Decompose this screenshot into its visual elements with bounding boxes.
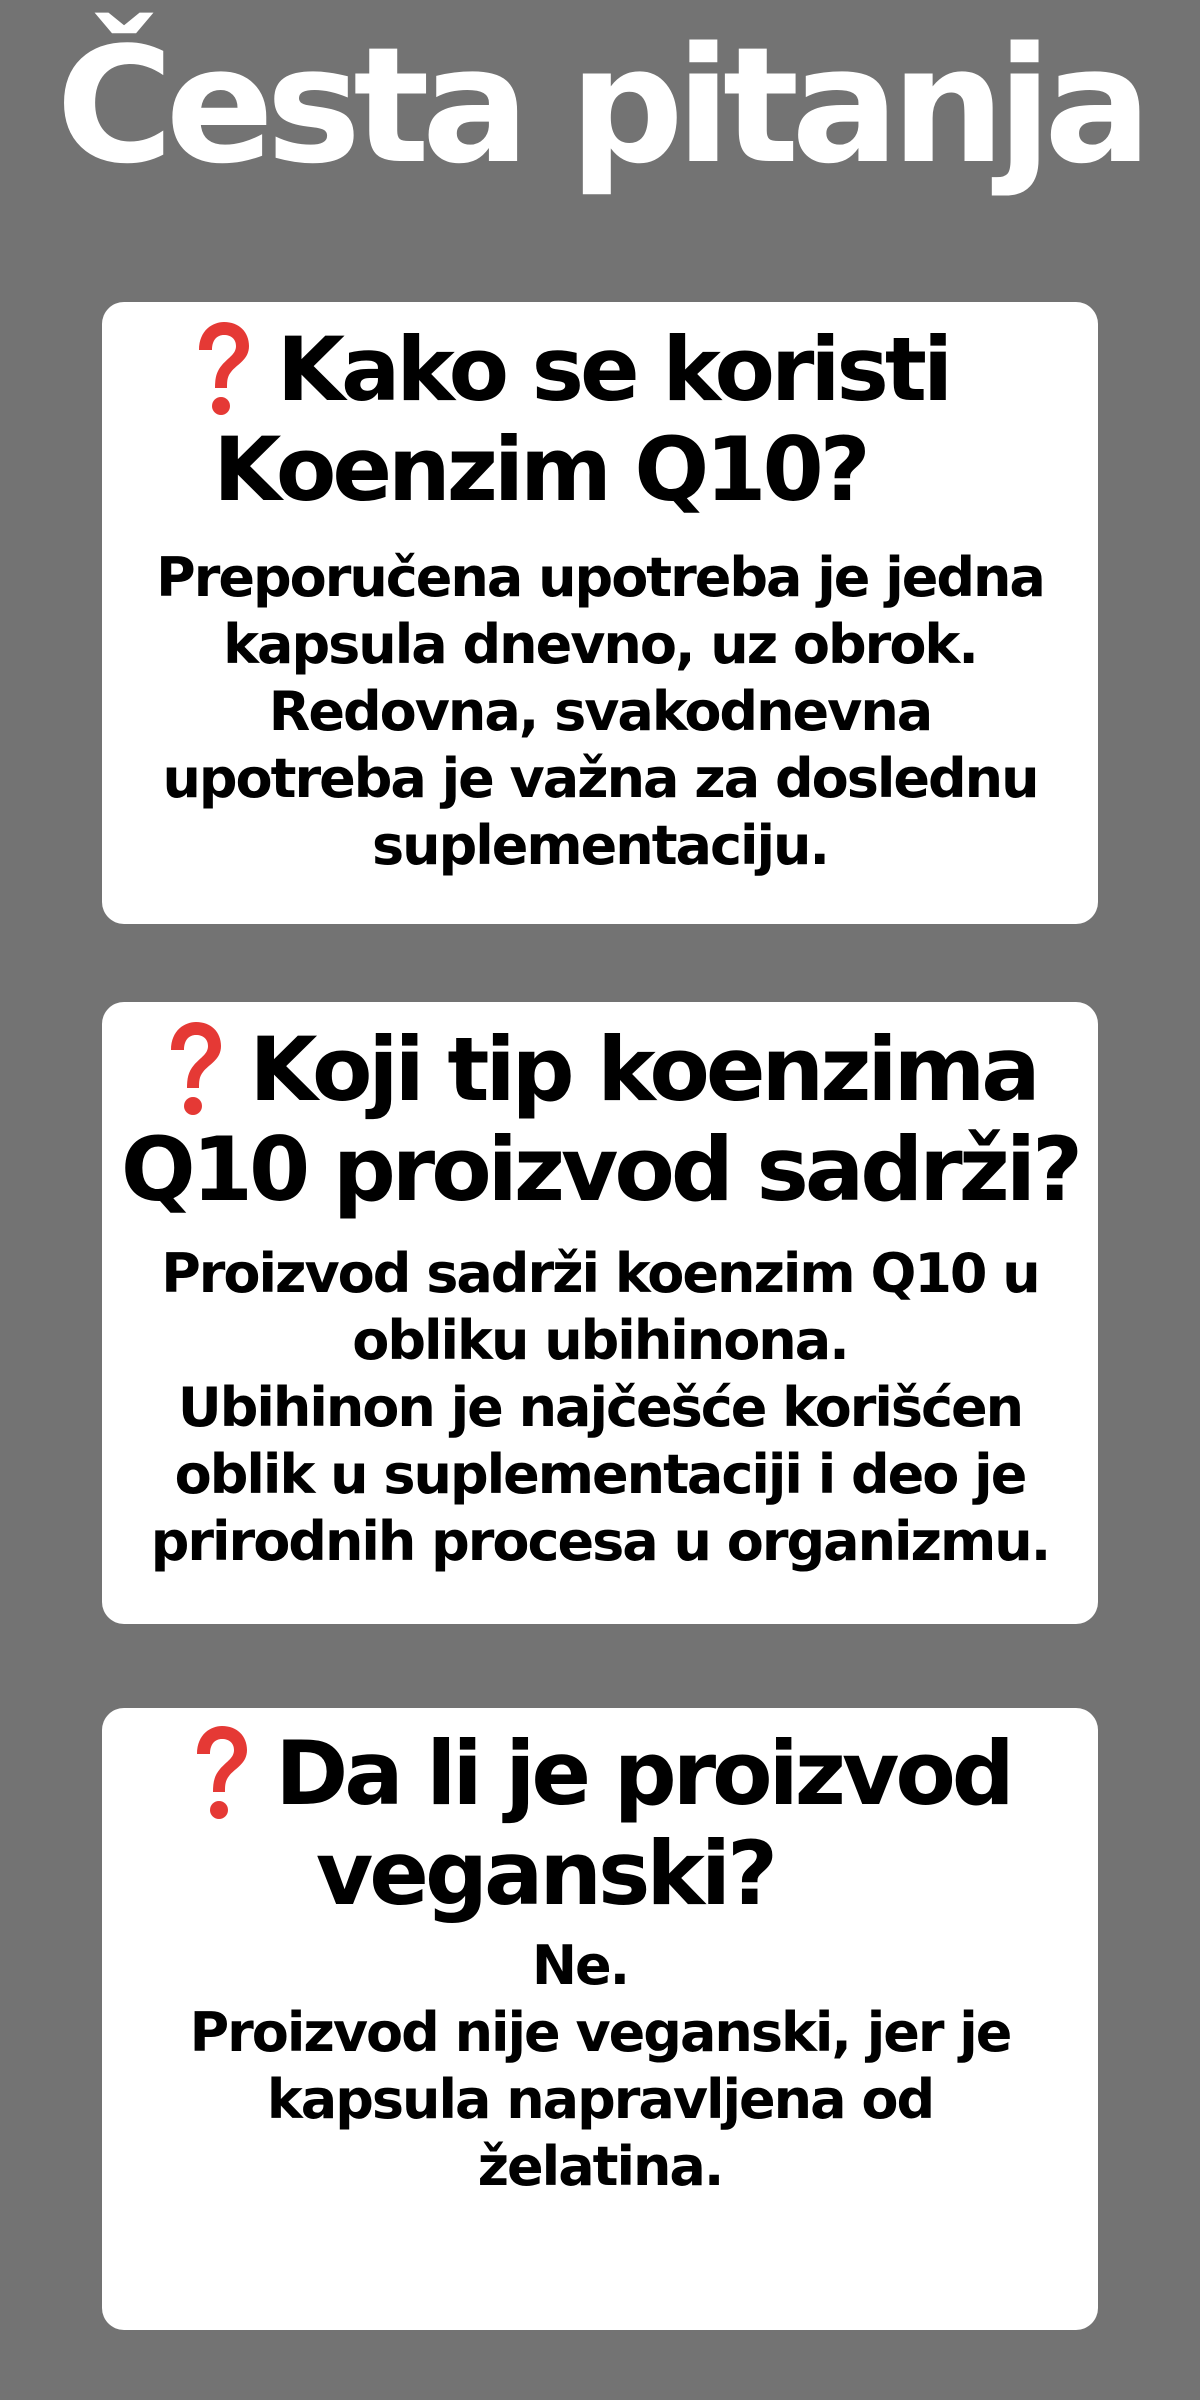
faq-answer-line: suplementaciju. — [372, 814, 828, 877]
faq-question — [102, 320, 1098, 520]
faq-answer-line: želatina. — [477, 2135, 723, 2198]
faq-question — [102, 1020, 1098, 1220]
faq-question-line: Da li je proizvod — [275, 1722, 1011, 1825]
faq-question-line: Q10 proizvod sadrži? — [120, 1118, 1080, 1221]
faq-card-usage — [102, 302, 1098, 924]
red-question-mark-icon — [163, 1020, 225, 1120]
faq-question-line: Koenzim Q10? — [213, 418, 867, 521]
faq-question — [102, 1724, 1098, 1924]
red-question-mark-icon — [191, 320, 253, 420]
faq-answer — [122, 1932, 1078, 2200]
faq-question-line: Kako se koristi — [276, 318, 950, 421]
faq-question-line: Koji tip koenzima — [249, 1018, 1037, 1121]
faq-answer-line: Ubihinon je najčešće korišćen — [177, 1376, 1023, 1439]
faq-answer-line: Ne. — [531, 1934, 629, 1997]
faq-answer-line: obliku ubihinona. — [352, 1309, 848, 1372]
faq-card-type — [102, 1002, 1098, 1624]
faq-answer-line: Proizvod sadrži koenzim Q10 u — [161, 1242, 1039, 1305]
faq-answer-line: kapsula dnevno, uz obrok. — [223, 613, 977, 676]
faq-answer-line: kapsula napravljena od — [266, 2068, 934, 2131]
faq-card-vegan — [102, 1708, 1098, 2330]
faq-answer-line: Preporučena upotreba je jedna — [156, 546, 1044, 609]
faq-question-line: veganski? — [315, 1822, 775, 1925]
red-question-mark-icon — [189, 1724, 251, 1824]
faq-answer-line: oblik u suplementaciji i deo je — [174, 1443, 1026, 1506]
faq-answer-line: upotreba je važna za doslednu — [162, 747, 1038, 810]
page-title: Česta pitanja — [56, 12, 1144, 199]
faq-answer-line: Proizvod nije veganski, jer je — [189, 2001, 1011, 2064]
faq-answer — [122, 544, 1078, 879]
faq-answer-line: Redovna, svakodnevna — [268, 680, 932, 743]
faq-answer — [122, 1240, 1078, 1575]
faq-answer-line: prirodnih procesa u organizmu. — [150, 1510, 1050, 1573]
